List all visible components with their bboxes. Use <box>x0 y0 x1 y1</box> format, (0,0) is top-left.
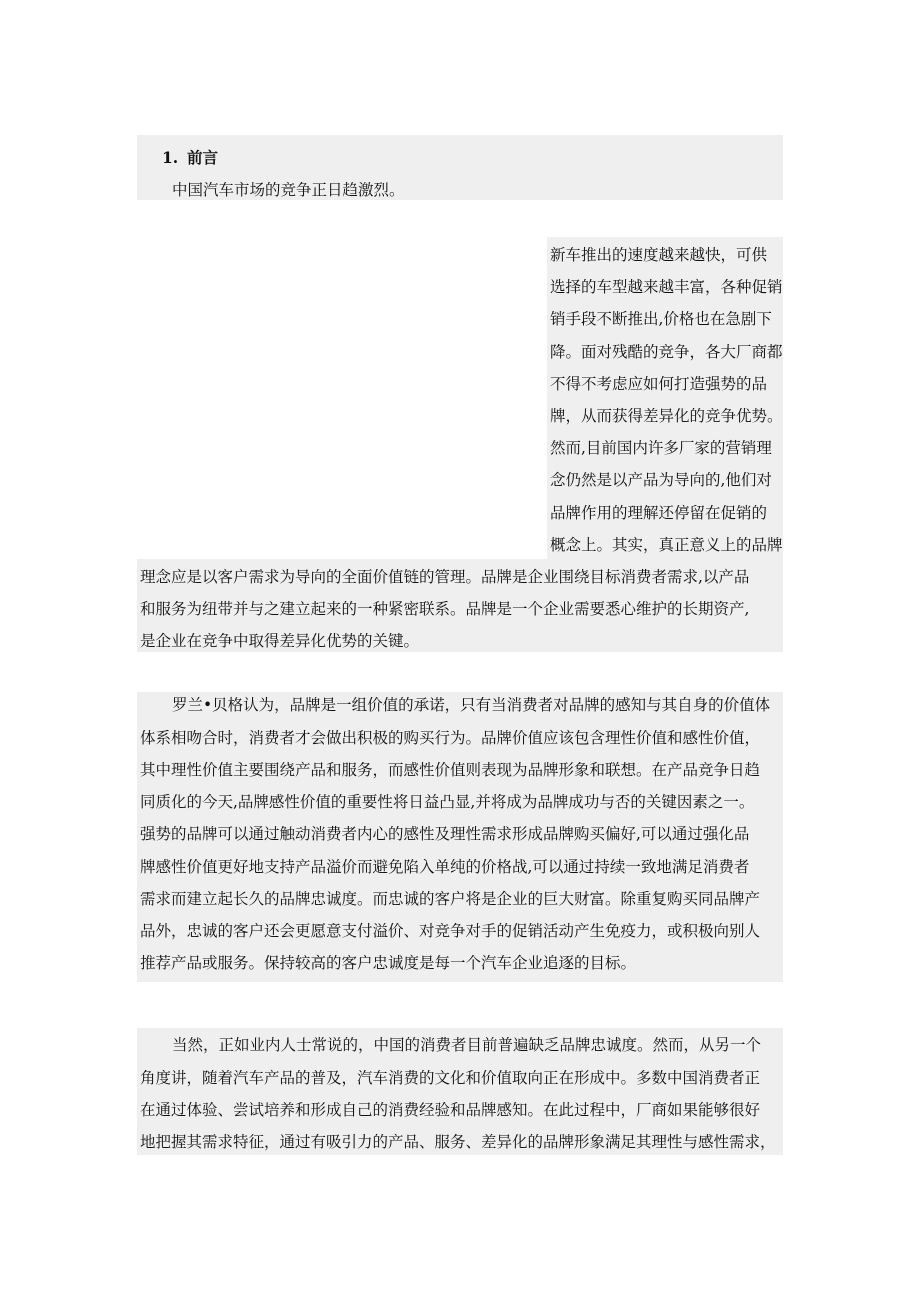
body-line: 当然，正如业内人士常说的，中国的消费者目前普遍缺乏品牌忠诚度。然而，从另一个 <box>172 1036 762 1054</box>
body-line: 牌感性价值更好地支持产品溢价而避免陷入单纯的价格战,可以通过持续一致地满足消费者 <box>140 858 750 876</box>
side-line: 念仍然是以产品为导向的,他们对 <box>550 471 772 489</box>
section-number: 1. <box>162 148 179 167</box>
body-line: 和服务为纽带并与之建立起来的一种紧密联系。品牌是一个企业需要悉心维护的长期资产, <box>140 600 750 618</box>
section-title: 前言 <box>187 148 219 167</box>
side-line: 然而,目前国内许多厂家的营销理 <box>550 439 772 457</box>
body-line: 体系相吻合时，消费者才会做出积极的购买行为。品牌价值应该包含理性价值和感性价值， <box>140 729 761 747</box>
side-line: 牌，从而获得差异化的竞争优势。 <box>550 407 783 425</box>
body-line: 角度讲，随着汽车产品的普及，汽车消费的文化和价值取向正在形成中。多数中国消费者正 <box>140 1069 761 1087</box>
side-line: 销手段不断推出,价格也在急剧下 <box>550 310 772 328</box>
side-line: 品牌作用的理解还停留在促销的 <box>550 504 768 522</box>
body-line: 在通过体验、尝试培养和形成自己的消费经验和品牌感知。在此过程中，厂商如果能够很好 <box>140 1101 761 1119</box>
side-line: 降。面对残酷的竞争，各大厂商都 <box>550 343 783 361</box>
side-line: 不得不考虑应如何打造强势的品 <box>550 375 768 393</box>
side-line: 概念上。其实，真正意义上的品牌 <box>550 536 783 554</box>
body-line: 理念应是以客户需求为导向的全面价值链的管理。品牌是企业围绕目标消费者需求,以产品 <box>140 568 750 586</box>
body-line: 罗兰•贝格认为，品牌是一组价值的承诺，只有当消费者对品牌的感知与其自身的价值体 <box>172 696 771 714</box>
body-line: 同质化的今天,品牌感性价值的重要性将日益凸显,并将成为品牌成功与否的关键因素之一。 <box>140 793 755 811</box>
side-line: 选择的车型越来越丰富，各种促销 <box>550 278 783 296</box>
side-line: 新车推出的速度越来越快，可供 <box>550 246 768 264</box>
body-line: 推荐产品或服务。保持较高的客户忠诚度是每一个汽车企业追逐的目标。 <box>140 954 637 972</box>
body-line: 是企业在竞争中取得差异化优势的关键。 <box>140 632 420 650</box>
body-line: 地把握其需求特征，通过有吸引力的产品、服务、差异化的品牌形象满足其理性与感性需求， <box>140 1133 776 1151</box>
intro-line: 中国汽车市场的竞争正日趋激烈。 <box>172 181 405 199</box>
body-line: 需求而建立起长久的品牌忠诚度。而忠诚的客户将是企业的巨大财富。除重复购买同品牌产 <box>140 890 761 908</box>
body-line: 强势的品牌可以通过触动消费者内心的感性及理性需求形成品牌购买偏好,可以通过强化品 <box>140 825 750 843</box>
body-line: 其中理性价值主要围绕产品和服务，而感性价值则表现为品牌形象和联想。在产品竞争日趋 <box>140 761 761 779</box>
body-line: 品外，忠诚的客户还会更愿意支付溢价、对竞争对手的促销活动产生免疫力，或积极向别人 <box>140 922 761 940</box>
